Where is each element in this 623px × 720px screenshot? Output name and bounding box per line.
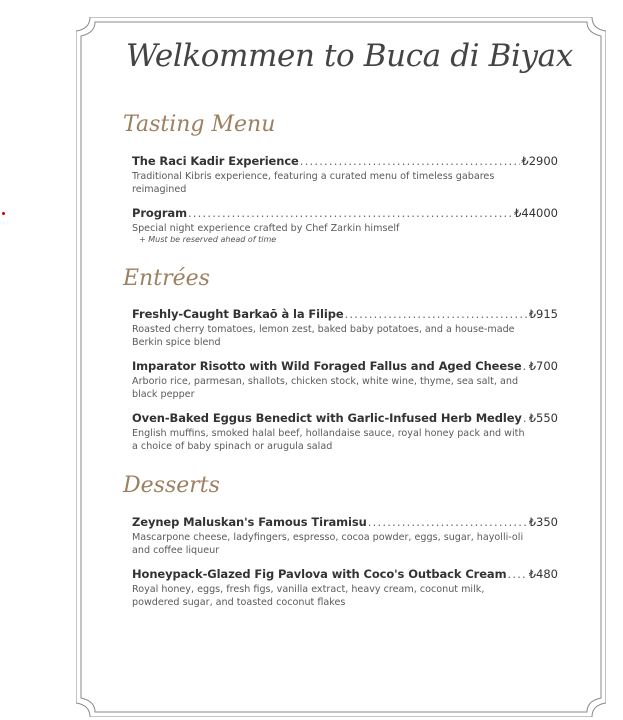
menu-title: Welkommen to Buca di Biyax: [126, 38, 573, 74]
item-price: ₺2900: [521, 154, 558, 168]
item-price: ₺350: [528, 515, 558, 529]
item-name: Program: [132, 206, 187, 220]
dot-leader: [523, 359, 528, 373]
red-dot-marker: [2, 212, 5, 215]
item-name: The Raci Kadir Experience: [132, 154, 299, 168]
item-description: Mascarpone cheese, ladyfingers, espresso, cocoa powder, eggs, sugar, hayolli-oli and coffee liqueur: [132, 532, 524, 556]
item-description: Special night experience crafted by Chef Zarkin himself: [132, 223, 400, 234]
item-price: ₺550: [528, 411, 558, 425]
menu-item: [132, 567, 558, 609]
item-note: + Must be reserved ahead of time: [139, 235, 277, 244]
item-name: Honeypack-Glazed Fig Pavlova with Coco's Outback Cream: [132, 567, 507, 581]
section-title-entrees: Entrées: [123, 266, 210, 291]
menu-item: [132, 359, 558, 401]
item-description: Traditional Kibris experience, featuring a curated menu of timeless gabares reimagined: [132, 171, 495, 195]
menu-item: [132, 411, 558, 453]
menu-item: [132, 515, 558, 557]
item-price: ₺700: [528, 359, 558, 373]
menu-item: [132, 206, 558, 244]
dot-leader: [345, 307, 528, 321]
item-name: Zeynep Maluskan's Famous Tiramisu: [132, 515, 367, 529]
dot-leader: [507, 567, 527, 581]
item-description: English muffins, smoked halal beef, hollandaise sauce, royal honey pack and with a choice of baby spinach or arugula salad: [132, 428, 525, 452]
menu-item: [132, 307, 558, 349]
dot-leader: [523, 411, 528, 425]
item-name: Imparator Risotto with Wild Foraged Fallus and Aged Cheese: [132, 359, 522, 373]
dot-leader: [368, 515, 528, 529]
dot-leader: [300, 154, 521, 168]
item-description: Roasted cherry tomatoes, lemon zest, baked baby potatoes, and a house-made Berkin spice blend: [132, 324, 515, 348]
item-price: ₺44000: [514, 206, 558, 220]
dot-leader: [188, 206, 513, 220]
item-name: Oven-Baked Eggus Benedict with Garlic-Infused Herb Medley: [132, 411, 522, 425]
item-price: ₺915: [528, 307, 558, 321]
item-description: Royal honey, eggs, fresh figs, vanilla extract, heavy cream, coconut milk, powdered sugar, and toasted coconut flakes: [132, 584, 485, 608]
section-title-desserts: Desserts: [123, 473, 220, 498]
section-title-tasting-menu: Tasting Menu: [123, 112, 276, 137]
item-price: ₺480: [528, 567, 558, 581]
item-description: Arborio rice, parmesan, shallots, chicken stock, white wine, thyme, sea salt, and black pepper: [132, 376, 519, 400]
item-name: Freshly-Caught Barkaō à la Filipe: [132, 307, 344, 321]
menu-item: [132, 154, 558, 196]
